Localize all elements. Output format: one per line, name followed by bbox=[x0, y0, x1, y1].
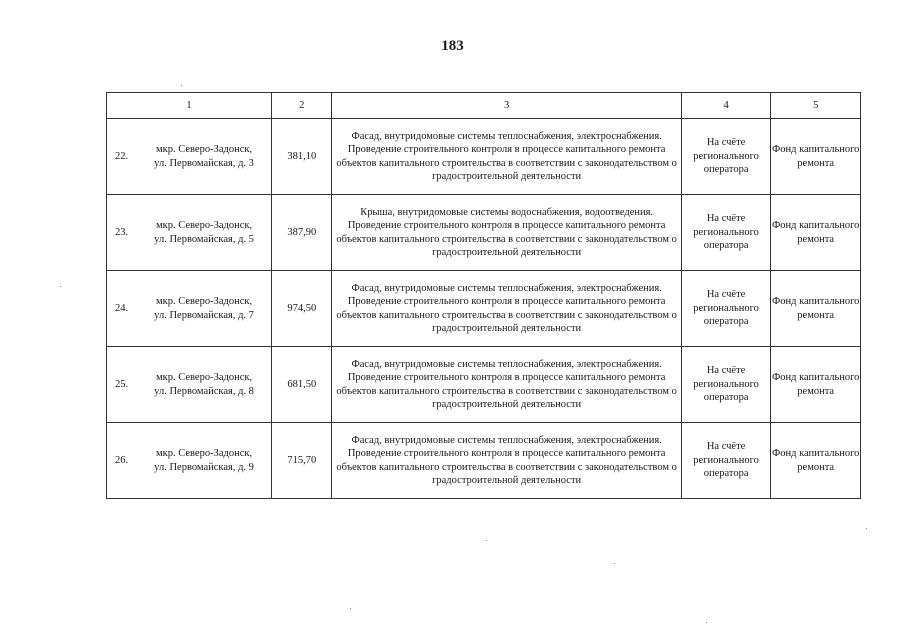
table-row bbox=[107, 119, 861, 195]
address-line-1: мкр. Северо-Задонск, bbox=[155, 372, 253, 383]
row-number: 25. bbox=[115, 378, 129, 390]
row-number: 26. bbox=[115, 454, 129, 466]
scan-speck bbox=[706, 622, 707, 623]
address-cell bbox=[107, 423, 272, 499]
fund-type: Фонд капитального ремонта bbox=[771, 423, 861, 499]
funding-source: На счёте регионального оператора bbox=[681, 423, 771, 499]
address-line-1: мкр. Северо-Задонск, bbox=[155, 296, 253, 307]
fund-type: Фонд капитального ремонта bbox=[771, 195, 861, 271]
area-cell: 715,70 bbox=[272, 423, 332, 499]
address-cell bbox=[107, 271, 272, 347]
scan-speck bbox=[60, 286, 61, 287]
table-header-row bbox=[107, 93, 861, 119]
area-cell: 681,50 bbox=[272, 347, 332, 423]
address-line-2: ул. Первомайская, д. 5 bbox=[154, 233, 254, 245]
address-line-2: ул. Первомайская, д. 8 bbox=[154, 385, 254, 397]
address-cell bbox=[107, 347, 272, 423]
address bbox=[141, 295, 271, 322]
scan-speck bbox=[181, 85, 182, 86]
scan-speck bbox=[866, 528, 867, 529]
scan-speck bbox=[614, 563, 615, 564]
scan-speck bbox=[350, 608, 351, 609]
area-cell: 381,10 bbox=[272, 119, 332, 195]
row-number: 24. bbox=[115, 302, 129, 314]
funding-source: На счёте регионального оператора bbox=[681, 195, 771, 271]
column-header: 4 bbox=[681, 93, 771, 119]
address-line-2: ул. Первомайская, д. 9 bbox=[154, 461, 254, 473]
address-line-2: ул. Первомайская, д. 3 bbox=[154, 157, 254, 169]
funding-source: На счёте регионального оператора bbox=[681, 347, 771, 423]
column-header: 2 bbox=[272, 93, 332, 119]
address bbox=[141, 143, 271, 170]
address-line-1: мкр. Северо-Задонск, bbox=[155, 144, 253, 155]
works-table bbox=[106, 92, 861, 499]
scan-speck bbox=[486, 540, 487, 541]
works-description: Фасад, внутридомовые системы теплоснабжения, электроснабжения. Проведение строительного контроля в процессе капитального ремонта объектов капитального строительства в соответствии с законодательством о градостроительной деятельности bbox=[332, 119, 681, 195]
address-cell bbox=[107, 119, 272, 195]
row-number: 22. bbox=[115, 150, 129, 162]
works-description: Фасад, внутридомовые системы теплоснабжения, электроснабжения. Проведение строительного контроля в процессе капитального ремонта объектов капитального строительства в соответствии с законодательством о градостроительной деятельности bbox=[332, 347, 681, 423]
works-description: Фасад, внутридомовые системы теплоснабжения, электроснабжения. Проведение строительного контроля в процессе капитального ремонта объектов капитального строительства в соответствии с законодательством о градостроительной деятельности bbox=[332, 423, 681, 499]
address bbox=[141, 219, 271, 246]
table-row bbox=[107, 423, 861, 499]
page-number: 183 bbox=[441, 38, 464, 54]
table-row bbox=[107, 347, 861, 423]
funding-source: На счёте регионального оператора bbox=[681, 119, 771, 195]
table-row bbox=[107, 271, 861, 347]
address-cell bbox=[107, 195, 272, 271]
area-cell: 387,90 bbox=[272, 195, 332, 271]
column-header: 3 bbox=[332, 93, 681, 119]
address-line-1: мкр. Северо-Задонск, bbox=[155, 448, 253, 459]
table-row bbox=[107, 195, 861, 271]
address-line-1: мкр. Северо-Задонск, bbox=[155, 220, 253, 231]
column-header: 5 bbox=[771, 93, 861, 119]
funding-source: На счёте регионального оператора bbox=[681, 271, 771, 347]
address bbox=[141, 371, 271, 398]
fund-type: Фонд капитального ремонта bbox=[771, 119, 861, 195]
address bbox=[141, 447, 271, 474]
works-description: Фасад, внутридомовые системы теплоснабжения, электроснабжения. Проведение строительного контроля в процессе капитального ремонта объектов капитального строительства в соответствии с законодательством о градостроительной деятельности bbox=[332, 271, 681, 347]
row-number: 23. bbox=[115, 226, 129, 238]
area-cell: 974,50 bbox=[272, 271, 332, 347]
fund-type: Фонд капитального ремонта bbox=[771, 271, 861, 347]
address-line-2: ул. Первомайская, д. 7 bbox=[154, 309, 254, 321]
column-header: 1 bbox=[107, 93, 272, 119]
works-description: Крыша, внутридомовые системы водоснабжения, водоотведения. Проведение строительного контроля в процессе капитального ремонта объектов капитального строительства в соответствии с законодательством о градостроительной деятельности bbox=[332, 195, 681, 271]
fund-type: Фонд капитального ремонта bbox=[771, 347, 861, 423]
